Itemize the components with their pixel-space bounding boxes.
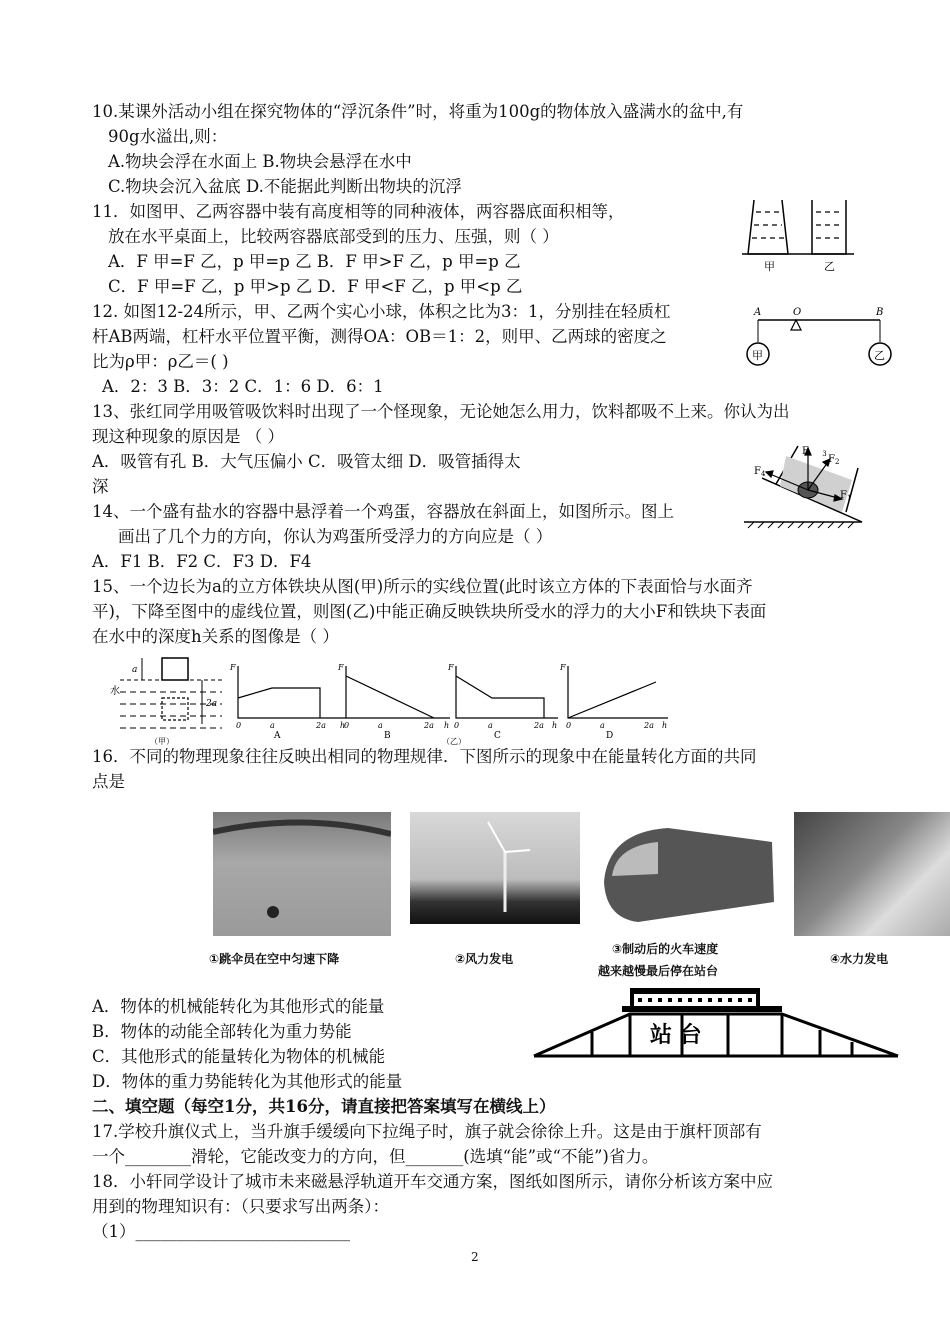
q15-jia-figure [110,652,230,746]
q16-caption-3a: ③制动后的火车速度 [612,942,719,956]
svg-text:a: a [488,721,493,730]
text-line-q11c: A．F 甲=F 乙，p 甲=p 乙 B．F 甲>F 乙，p 甲=p 乙 [108,252,521,271]
q15-label-2a: 2a [206,699,218,709]
text-line-q10a: 10.某课外活动小组在探究物体的“浮沉条件”时，将重为100g的物体放入盛满水的盆中,有 [92,102,744,121]
svg-text:0: 0 [236,721,242,730]
q11-containers-figure [742,192,862,274]
svg-text:2a: 2a [424,721,434,730]
svg-text:a: a [270,721,275,730]
svg-text:2a: 2a [534,721,544,730]
text-line-sec2: 二、填空题（每空1分，共16分，请直接把答案填写在横线上） [92,1097,556,1116]
q14-label-f1: $F_1$ [840,490,852,502]
q16-caption-1: ①跳伞员在空中匀速下降 [209,952,340,966]
q14-label-f4: $F_4$ [754,466,766,478]
q14-incline-figure [742,440,877,532]
text-line-q16b: 点是 [92,772,125,791]
text-line-q11d: C．F 甲=F 乙，p 甲>p 乙 D．F 甲<F 乙，p 甲<p 乙 [108,277,523,296]
text-line-q15b: 平)，下降至图中的虚线位置，则图(乙)中能正确反映铁块所受水的浮力的大小F和铁块下表面 [92,602,767,621]
q15-graph-d: D [606,731,614,741]
q15-graph-a: A [274,731,281,741]
svg-text:a: a [600,721,605,730]
q15-label-jia: （甲） [150,737,174,746]
q12-label-o: O [793,307,802,318]
text-line-q13b: 现这种现象的原因是 （ ） [92,427,284,446]
svg-text:F: F [230,663,236,672]
text-line-q13c: A．吸管有孔 B．大气压偏小 C．吸管太细 D．吸管插得太 [92,452,521,471]
q12-label-a: A [754,307,762,318]
text-line-q16A: A．物体的机械能转化为其他形式的能量 [92,997,385,1016]
q16-caption-4: ④水力发电 [830,952,889,966]
text-line-q17a: 17.学校升旗仪式上，当升旗手缓缓向下拉绳子时，旗子就会徐徐上升。这是由于旗杆顶部有 [92,1122,762,1141]
text-line-q16B: B．物体的动能全部转化为重力势能 [92,1022,352,1041]
q16-caption-3b: 越来越慢最后停在站台 [598,964,719,978]
svg-text:0: 0 [566,721,572,730]
q11-label-jia: 甲 [764,260,775,273]
q15-graphs [228,662,668,746]
text-line-q10d: C.物块会沉入盆底 D.不能据此判断出物块的沉浮 [108,177,462,196]
q12-label-b: B [876,307,884,318]
q16-photo-train [598,812,778,936]
text-line-q17b: 一个________滑轮，它能改变力的方向，但_______(选填“能”或“不能”)省力。 [92,1147,659,1166]
svg-text:h: h [552,721,558,730]
q11-label-yi: 乙 [824,260,835,273]
page-number: 2 [471,1250,479,1264]
q15-graph-c: C [494,731,501,741]
q16-caption-2: ②风力发电 [455,952,514,966]
text-line-q11a: 11．如图甲、乙两容器中装有高度相等的同种液体，两容器底面积相等， [92,202,625,221]
text-line-q10c: A.物块会浮在水面上 B.物块会悬浮在水中 [108,152,412,171]
q15-graph-b: B [384,731,391,741]
q18-station-figure [532,986,902,1060]
q14-label-f2: $F_2$ [828,454,840,466]
svg-text:2a: 2a [644,721,654,730]
text-line-q12b: 杆AB两端，杠杆水平位置平衡，测得OA：OB＝1：2，则甲、乙两球的密度之 [92,327,667,346]
text-line-q10b: 90g水溢出,则： [108,127,228,146]
q16-photo-parachute [213,812,391,936]
text-line-q16a: 16．不同的物理现象往往反映出相同的物理规律．下图所示的现象中在能量转化方面的共同 [92,747,757,766]
text-line-q18a: 18．小轩同学设计了城市未来磁悬浮轨道开车交通方案，图纸如图所示，请你分析该方案中应 [92,1172,773,1191]
q14-label-f3: F $_3$ [802,446,827,458]
q12-ball-yi: 乙 [874,349,885,362]
q15-label-water: 水 [110,686,120,697]
q16-photo-hydro [794,812,950,936]
text-line-q14c: A．F1 B．F2 C．F3 D．F4 [92,552,312,571]
text-line-q12a: 12. 如图12-24所示，甲、乙两个实心小球，体积之比为3：1，分别挂在轻质杠 [92,302,671,321]
q18-station-text: 站 台 [650,1022,702,1048]
svg-text:0: 0 [454,721,460,730]
text-line-q13a: 13、张红同学用吸管吸饮料时出现了一个怪现象，无论她怎么用力，饮料都吸不上来。你认为出 [92,402,790,421]
text-line-q12d: A．2：3 B．3：2 C．1：6 D．6：1 [102,377,384,396]
text-line-q15a: 15、一个边长为a的立方体铁块从图(甲)所示的实线位置(此时该立方体的下表面恰与水面齐 [92,577,753,596]
text-line-q14a: 14、一个盛有盐水的容器中悬浮着一个鸡蛋，容器放在斜面上，如图所示。图上 [92,502,674,521]
q15-label-yi: （乙） [442,737,466,746]
text-line-q14b: 画出了几个力的方向，你认为鸡蛋所受浮力的方向应是（ ） [118,527,553,546]
svg-text:2a: 2a [316,721,326,730]
text-line-q16D: D．物体的重力势能转化为其他形式的能量 [92,1072,403,1091]
text-line-q18b: 用到的物理知识有：（只要求写出两条）： [92,1197,389,1216]
text-line-q16C: C．其他形式的能量转化为物体的机械能 [92,1047,386,1066]
svg-text:h: h [444,721,450,730]
svg-text:h: h [340,721,346,730]
q12-lever-figure [742,304,892,370]
text-line-q15c: 在水中的深度h关系的图像是（ ） [92,627,339,646]
svg-text:F: F [448,663,454,672]
q16-photo-wind [410,812,580,924]
text-line-q13d: 深 [92,477,109,496]
svg-text:a: a [378,721,383,730]
q15-label-a: a [132,665,138,675]
svg-text:F: F [338,663,344,672]
q12-ball-jia: 甲 [752,349,763,362]
text-line-q11b: 放在水平桌面上，比较两容器底部受到的压力、压强，则（ ） [108,227,559,246]
svg-text:h: h [662,721,668,730]
text-line-q12c: 比为ρ甲：ρ乙＝( ) [92,352,229,371]
svg-text:F: F [560,663,566,672]
text-line-q18c: （1）__________________________ [92,1222,350,1241]
svg-text:0: 0 [344,721,350,730]
